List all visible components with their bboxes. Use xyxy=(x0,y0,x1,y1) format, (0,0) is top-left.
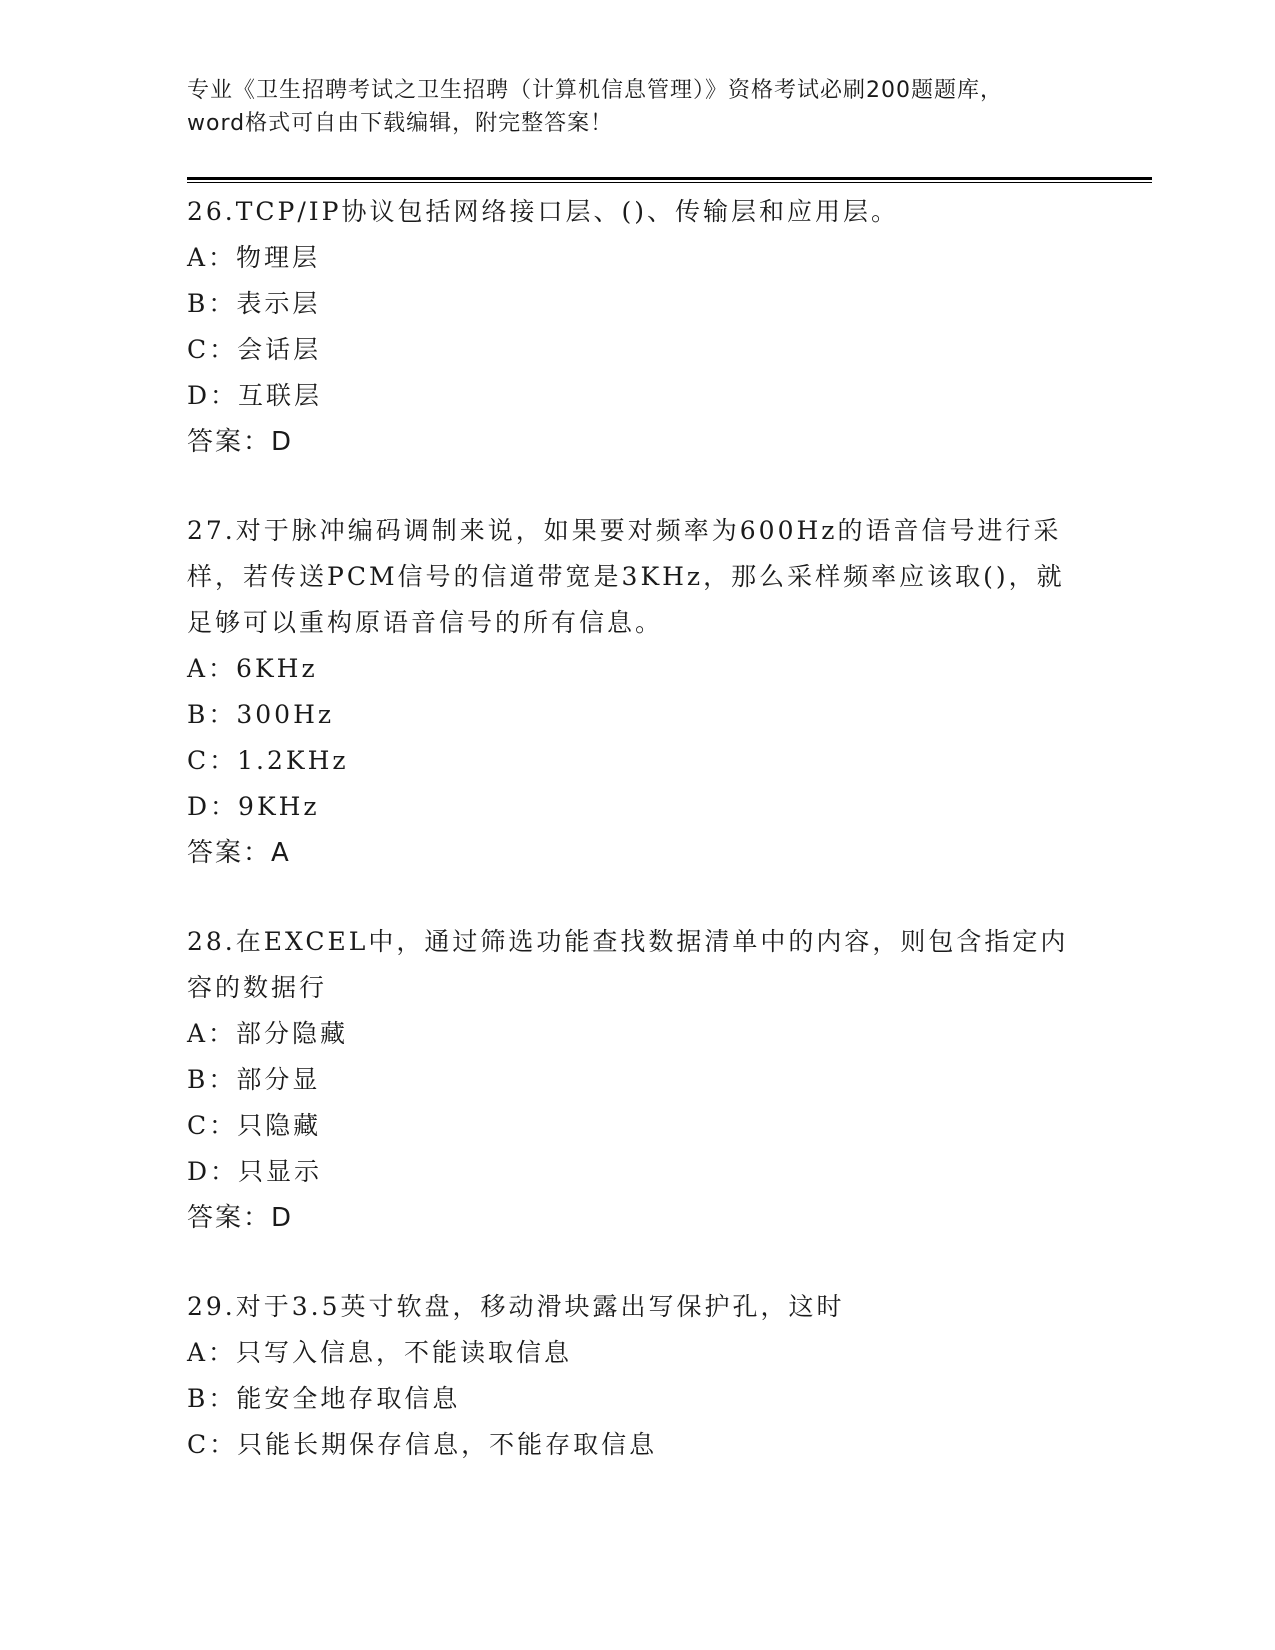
question-text: 29.对于3.5英寸软盘，移动滑块露出写保护孔，这时 xyxy=(187,1292,845,1321)
question-text: 28.在EXCEL中，通过筛选功能查找数据清单中的内容，则包含指定内容的数据行 xyxy=(187,927,1069,1002)
option-a: A：部分隐藏 xyxy=(187,1019,349,1048)
option-b: B：能安全地存取信息 xyxy=(187,1384,461,1413)
option-a: A：物理层 xyxy=(187,243,321,272)
header-line-2: word格式可自由下载编辑，附完整答案！ xyxy=(187,111,614,136)
option-c: C：1.2KHz xyxy=(187,746,349,775)
question-list xyxy=(187,189,1087,1511)
header-divider-thin xyxy=(187,182,1152,183)
question-26 xyxy=(187,189,1087,465)
option-d: D：只显示 xyxy=(187,1157,323,1186)
document-header xyxy=(187,74,1077,140)
header-line-1: 专业《卫生招聘考试之卫生招聘（计算机信息管理）》资格考试必刷200题题库， xyxy=(187,78,1003,103)
answer-line: 答案：D xyxy=(187,427,294,457)
option-d: D：9KHz xyxy=(187,792,320,821)
option-b: B：300Hz xyxy=(187,700,335,729)
header-divider-thick xyxy=(187,177,1152,180)
option-c: C：只隐藏 xyxy=(187,1111,322,1140)
question-28 xyxy=(187,919,1087,1241)
option-d: D：互联层 xyxy=(187,381,323,410)
question-29 xyxy=(187,1284,1087,1468)
option-c: C：只能长期保存信息，不能存取信息 xyxy=(187,1430,658,1459)
option-c: C：会话层 xyxy=(187,335,322,364)
option-b: B：表示层 xyxy=(187,289,321,318)
question-text: 27.对于脉冲编码调制来说，如果要对频率为600Hz的语音信号进行采样，若传送PCM信号的信道带宽是3KHz，那么采样频率应该取()，就足够可以重构原语音信号的所有信息。 xyxy=(187,516,1065,637)
answer-line: 答案：D xyxy=(187,1203,294,1233)
option-b: B：部分显 xyxy=(187,1065,321,1094)
option-a: A：只写入信息，不能读取信息 xyxy=(187,1338,573,1367)
question-text: 26.TCP/IP协议包括网络接口层、()、传输层和应用层。 xyxy=(187,197,900,226)
option-a: A：6KHz xyxy=(187,654,318,683)
answer-line: 答案：A xyxy=(187,838,291,868)
question-27 xyxy=(187,508,1087,876)
